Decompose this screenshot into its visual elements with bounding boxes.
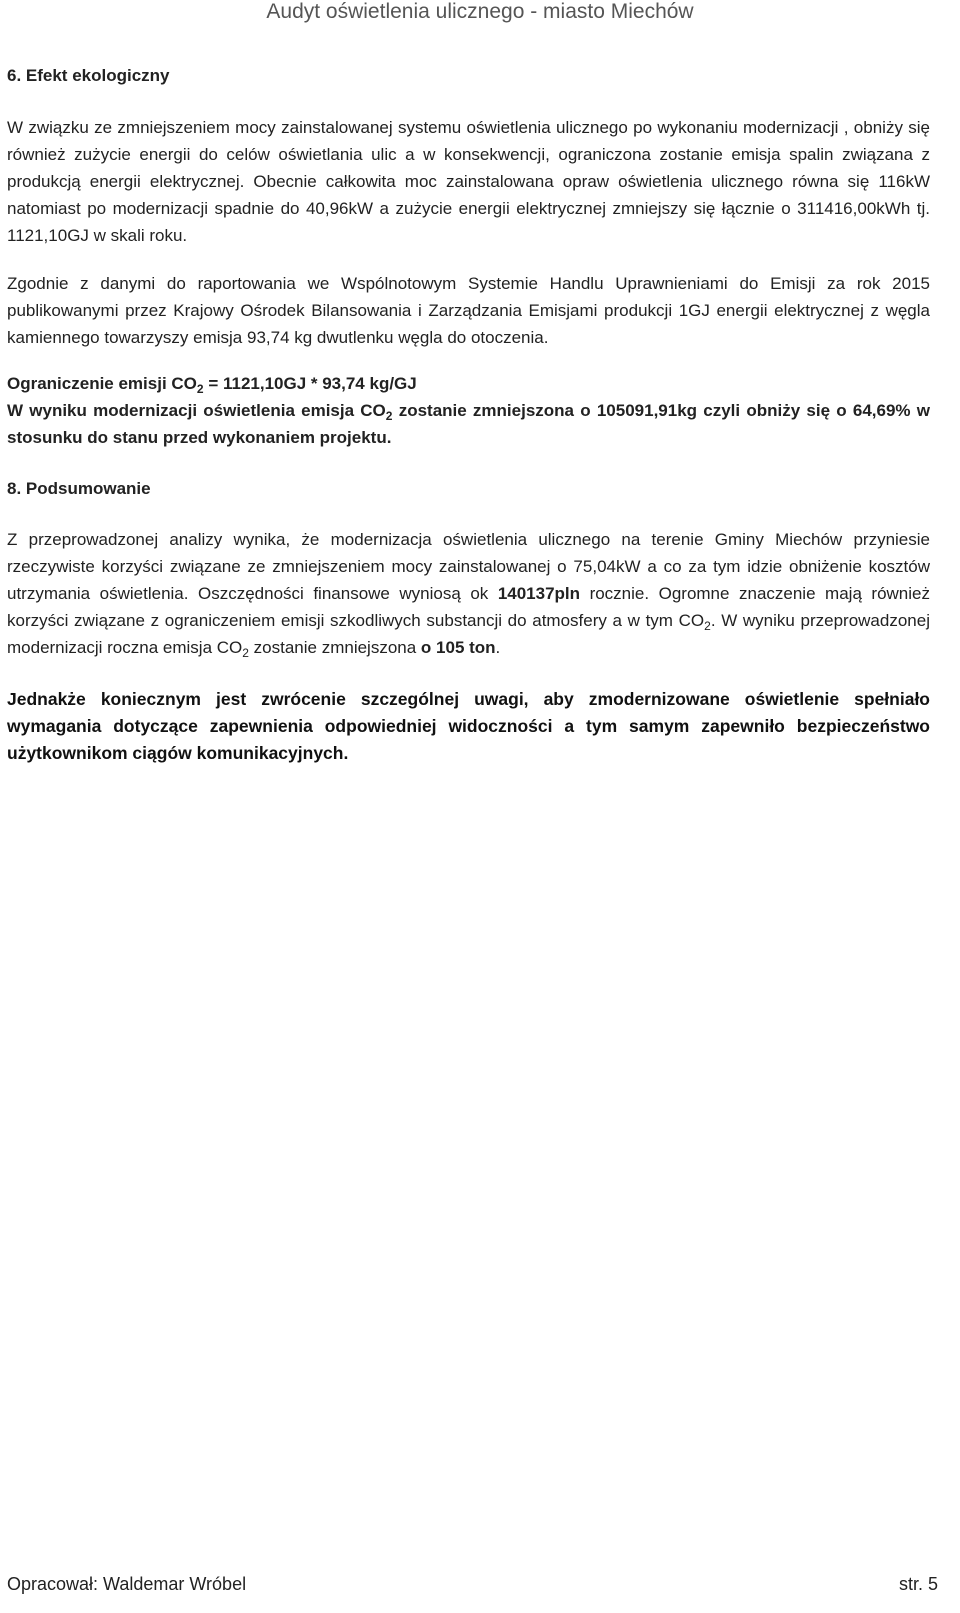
section-6-paragraph-2: Zgodnie z danymi do raportowania we Wspólnotowym Systemie Handlu Uprawnieniami do Emisji za rok 2015 publikowanymi przez Krajowy Ośrodek Bilansowania i Zarządzania Emisjami produkcji 1GJ energii elektrycznej z węgla kamiennego towarzyszy emisja 93,74 kg dwutlenku węgla do otoczenia. xyxy=(7,274,930,347)
footer-page-number: str. 5 xyxy=(898,1574,938,1594)
reduction-value: o 105 ton xyxy=(420,638,496,657)
section-8-heading: 8. Podsumowanie xyxy=(7,479,151,498)
document-body xyxy=(7,62,930,767)
section-6-paragraph-1: W związku ze zmniejszeniem mocy zainstalowanej systemu oświetlenia ulicznego po wykonaniu modernizacji , obniży się również zużycie energii do celów oświetlania ulic a w konsekwencji, ograniczona zostanie emisja spalin związana z produkcją energii elektrycznej. Obecnie całkowita moc zainstalowana opraw oświetlenia ulicznego równa się 116kW natomiast po modernizacji spadnie do 40,96kW a zużycie energii elektrycznej zmniejszy się łącznie o 311416,00kWh tj. 1121,10GJ w skali roku. xyxy=(7,118,930,245)
emission-formula: Ograniczenie emisji $CO_2 = 1121,10GJ * 93,74$ kg/GJ xyxy=(7,374,417,396)
savings-value: 140137pln xyxy=(497,584,581,603)
header-title: Audyt oświetlenia ulicznego - miasto Miechów xyxy=(266,0,694,23)
page-footer xyxy=(7,1571,938,1597)
final-note: Jednakże koniecznym jest zwrócenie szczególnej uwagi, aby zmodernizowane oświetlenie spełniało wymagania dotyczące zapewnienia odpowiedniej widoczności a tym samym zapewniło bezpieczeństwo użytkownikom ciągów komunikacyjnych. xyxy=(7,689,930,763)
emission-result: W wyniku modernizacji oświetlenia emisja $CO_2$ zostanie zmniejszona o 105091,91kg czyli obniży się o 64,69% w stosunku do stanu przed wykonaniem projektu. xyxy=(7,401,930,447)
section-6-heading: 6. Efekt ekologiczny xyxy=(7,66,170,85)
summary-paragraph: Z przeprowadzonej analizy wynika, że modernizacja oświetlenia ulicznego na terenie Gminy Miechów przyniesie rzeczywiste korzyści związane ze zmniejszeniem mocy zainstalowanej o 75,04kW a co za tym idzie obniżenie kosztów utrzymania oświetlenia. Oszczędności finansowe wyniosą ok 140137pln rocznie. Ogromne znaczenie mają również korzyści związane z ograniczeniem emisji szkodliwych substancji do atmosfery a w tym $CO_2$. W wyniku przeprowadzonej modernizacji roczna emisja $CO_2$ zostanie zmniejszona o 105 ton. xyxy=(7,530,930,660)
page-header xyxy=(0,0,960,30)
emission-calculation xyxy=(7,370,930,451)
footer-author: Opracował: Waldemar Wróbel xyxy=(7,1574,247,1594)
